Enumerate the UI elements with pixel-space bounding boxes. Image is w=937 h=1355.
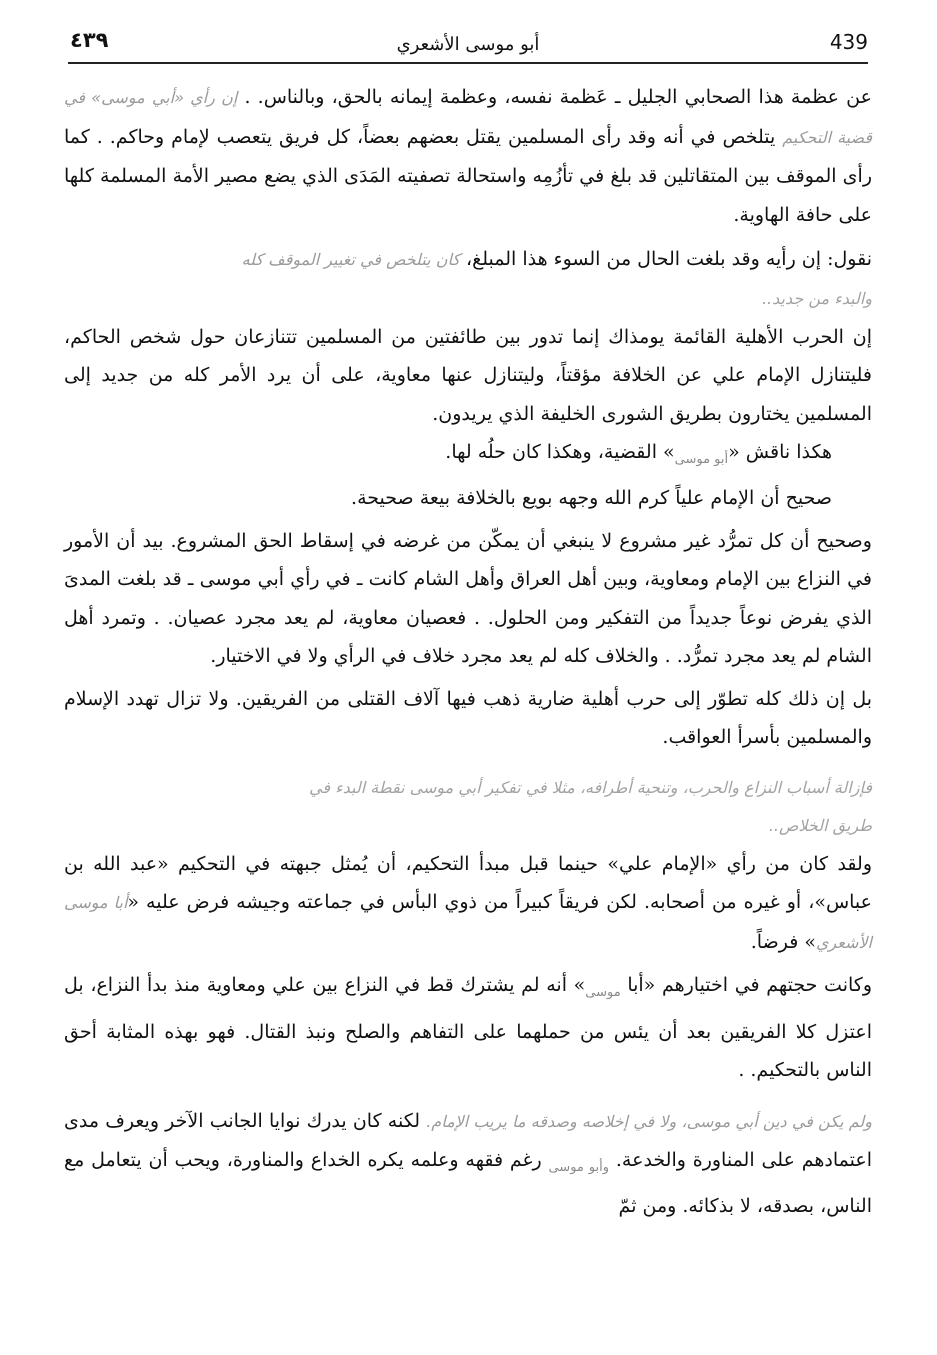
- handwritten-insert: كان يتلخص في تغيير الموقف كله: [241, 250, 460, 269]
- handwritten-insert: أبو موسى: [674, 451, 729, 467]
- paragraph-7: بل إن ذلك كله تطوّر إلى حرب أهلية ضارية ذهب فيها آلاف القتلى من الفريقين. ولا تزال تهدد الإسلام والمسلمين بأسرأ العواقب.: [64, 687, 872, 749]
- handwritten-line: فإزالة أسباب النزاع والحرب، وتنحية أطرافه، مثلا في تفكير أبي موسى نقطة البدء في: [309, 777, 872, 797]
- paragraph-5: صحيح أن الإمام علياً كرم الله وجهه بويع بالخلافة بيعة صحيحة.: [351, 487, 832, 510]
- handwritten-insert: أبا موسى الأشعري: [64, 893, 872, 952]
- p9-text-b: » فرضاً.: [750, 930, 816, 953]
- p1-line-3: يتعصب لإمام وحاكم. . كما رأى الموقف بين المتقاتلين قد بلغ في تأزُمِه واستحالة تصفيته: [64, 125, 872, 187]
- handwritten-insert: موسى» في قضية التحكيم: [64, 88, 872, 147]
- paragraph-11: [64, 1102, 872, 1226]
- p1-line-1: عن عظمة هذا الصحابي الجليل ـ عَظمة نفسه، وعظمة إيمانه بالحق، وبالناس. .: [244, 86, 872, 108]
- handwritten-line: والبدء من جديد..: [761, 288, 872, 308]
- page-number-latin: 439: [829, 30, 868, 54]
- p4-text-a: هكذا ناقش «: [728, 441, 832, 463]
- paragraph-1: [64, 78, 872, 234]
- paragraph-10: [64, 966, 872, 1089]
- running-title: أبو موسى الأشعري: [396, 34, 540, 55]
- p1-line-2: يتلخص في أنه وقد رأى المسلمين يقتل بعضهم بعضاً، كل فريق: [278, 125, 776, 148]
- handwritten-insert: ولم يكن في دين أبي موسى، ولا في إخلاصه وصدقه ما يريب الإمام.: [426, 1111, 873, 1131]
- paragraph-4: [64, 433, 872, 479]
- page-header: [68, 28, 868, 64]
- p1-line-4: المَدَى الذي يضع مصير الأمة المسلمة كلها على حافة الهاوية.: [64, 165, 872, 226]
- p10-text-a: وكانت حجتهم في اختيارهم «أبا: [627, 974, 873, 997]
- p4-text-b: » القضية، وهكذا كان حلُه لها.: [445, 441, 675, 463]
- body-text: [64, 78, 872, 1226]
- paragraph-6: وصحيح أن كل تمرُّد غير مشروع لا ينبغي أن يمكّن من غرضه في إسقاط الحق المشروع. بيد أن الأمور في النزاع بين الإمام ومعاوية، وبين أهل العراق وأهل الشام كانت ـ في رأي أبي موسى ـ قد بلغت المدىَ الذي يفرض نوعاً جديداً من التفكير ومن الحلول. . فعصيان معاوية، لم يعد مجرد عصيان. . وتمرد أهل الشام لم يعد مجرد تمرُّد. . والخلاف كله لم يعد مجرد خلاف في الرأي ولا في الاختيار.: [64, 529, 872, 668]
- handwritten-insert: موسى: [585, 985, 621, 1001]
- page-number-arabic: ٤٣٩: [70, 28, 109, 52]
- p2-text: نقول: إن رأيه وقد بلغت الحال من السوء هذا المبلغ،: [466, 248, 872, 270]
- p9-text-a: ولقد كان من رأي «الإمام علي» حينما قبل مبدأ التحكيم، أن يُمثل جبهته في التحكيم «عبد الله بن عباس»، أو غيره من أصحابه. لكن فريقاً كبيراً من ذوي البأس في جماعته وجيشه فرض عليه «: [64, 852, 873, 914]
- paragraph-2: [64, 240, 872, 280]
- p10-text-b: » أنه لم يشترك قط في النزاع بين علي ومعاوية منذ بدأ النزاع، بل اعتزل كلا الفريقين بعد أن يئس من حملهما على التفاهم والصلح ونبذ القتال. فهو بهذه المثابة أحق الناس بالتحكيم. .: [64, 974, 872, 1082]
- handwritten-line: طريق الخلاص..: [768, 815, 872, 835]
- handwritten-insert: وأبو موسى: [548, 1159, 610, 1175]
- p11-text-b: رغم فقهه وعلمه يكره الخداع والمناورة، ويحب أن يتعامل مع الناس، بصدقه، لا بذكائه. ومن ثمّ: [64, 1149, 872, 1218]
- handwritten-insert: إن رأي «أبي: [151, 88, 238, 107]
- paragraph-3: إن الحرب الأهلية القائمة يومذاك إنما تدور بين طائفتين من المسلمين تتنازعان حول شخص الحاكم، فليتنازل الإمام علي عن الخلافة مؤقتاً، وليتنازل عنها معاوية، على أن يرد الأمر كله من جديد إلى المسلمين يختارون بطريق الشورى الخليفة الذي يريدون.: [64, 325, 872, 425]
- p11-text-a: لكنه كان يدرك نوايا الجانب الآخر ويعرف مدى اعتمادهم على المناورة والخدعة.: [64, 1109, 873, 1172]
- paragraph-9: [64, 845, 872, 963]
